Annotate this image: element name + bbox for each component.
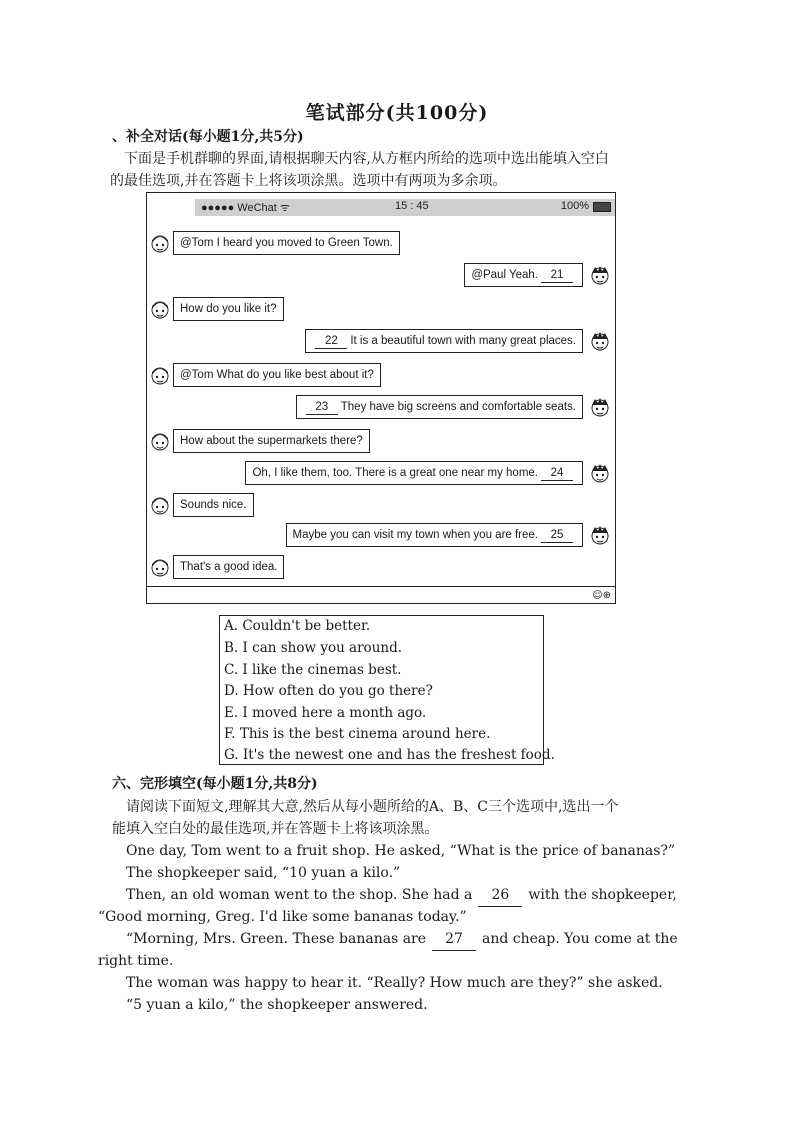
battery-percent: 100% bbox=[560, 200, 589, 212]
passage-line-5a: “Morning, Mrs. Green. These bananas are bbox=[126, 931, 427, 947]
option-g: G. It's the newest one and has the freshest food. bbox=[224, 747, 555, 763]
clock: 15 : 45 bbox=[395, 200, 429, 212]
emoji-plus-icon[interactable]: ☺⊕ bbox=[592, 590, 611, 601]
girl-avatar-icon bbox=[149, 364, 171, 386]
chat-blank-21: 21 bbox=[541, 268, 573, 283]
blank-27: 27 bbox=[432, 928, 476, 951]
passage-line-5b: and cheap. You come at the bbox=[482, 931, 678, 947]
boy-avatar-icon bbox=[589, 264, 611, 286]
chat-message-text: They have big screens and comfortable seats. bbox=[340, 401, 576, 413]
girl-avatar-icon bbox=[149, 556, 171, 578]
chat-message-text: How about the supermarkets there? bbox=[180, 435, 363, 447]
chat-message bbox=[464, 263, 583, 287]
section5-instruction-1: 下面是手机群聊的界面,请根据聊天内容,从方框内所给的选项中选出能填入空白 bbox=[124, 151, 609, 167]
chat-blank-23: 23 bbox=[306, 400, 338, 415]
chat-message bbox=[173, 297, 284, 321]
chat-message-text: @Paul Yeah. bbox=[471, 269, 538, 281]
chat-message bbox=[173, 555, 284, 579]
chat-message-text: How do you like it? bbox=[180, 303, 277, 315]
section5-heading: 、补全对话(每小题1分,共5分) bbox=[112, 129, 304, 145]
chat-message-text: Maybe you can visit my town when you are free. bbox=[292, 529, 538, 541]
boy-avatar-icon bbox=[589, 330, 611, 352]
girl-avatar-icon bbox=[149, 298, 171, 320]
section6-instruction-2: 能填入空白处的最佳选项,并在答题卡上将该项涂黑。 bbox=[112, 821, 439, 837]
option-a: A. Couldn't be better. bbox=[224, 618, 371, 634]
chat-message bbox=[173, 493, 254, 517]
chat-blank-22: 22 bbox=[315, 334, 347, 349]
chat-message bbox=[173, 363, 381, 387]
section5-instruction-2: 的最佳选项,并在答题卡上将该项涂黑。选项中有两项为多余项。 bbox=[110, 173, 507, 189]
passage-line-8: “5 yuan a kilo,” the shopkeeper answered. bbox=[126, 997, 428, 1013]
option-f: F. This is the best cinema around here. bbox=[224, 726, 491, 742]
passage-line-3a: Then, an old woman went to the shop. She had a bbox=[126, 887, 473, 903]
chat-message-text: That's a good idea. bbox=[180, 561, 278, 573]
options-box bbox=[219, 615, 555, 765]
chat-message bbox=[173, 429, 370, 453]
passage-line-7: The woman was happy to hear it. “Really? How much are they?” she asked. bbox=[126, 975, 663, 991]
blank-26: 26 bbox=[478, 884, 522, 907]
option-b: B. I can show you around. bbox=[224, 640, 403, 656]
passage-line-3 bbox=[126, 884, 677, 907]
girl-avatar-icon bbox=[149, 494, 171, 516]
boy-avatar-icon bbox=[589, 396, 611, 418]
chat-message-text: Oh, I like them, too. There is a great one near my home. bbox=[252, 467, 538, 479]
chat-message-text: It is a beautiful town with many great places. bbox=[350, 335, 576, 347]
option-e: E. I moved here a month ago. bbox=[224, 705, 427, 721]
chat-message-text: @Tom I heard you moved to Green Town. bbox=[180, 237, 393, 249]
section6-heading: 六、完形填空(每小题1分,共8分) bbox=[112, 776, 318, 792]
passage-line-1: One day, Tom went to a fruit shop. He asked, “What is the price of bananas?” bbox=[126, 843, 676, 859]
chat-message-text: @Tom What do you like best about it? bbox=[180, 369, 374, 381]
boy-avatar-icon bbox=[589, 524, 611, 546]
chat-message bbox=[245, 461, 583, 485]
passage-line-5 bbox=[126, 928, 678, 951]
input-bar bbox=[147, 586, 615, 587]
chat-message bbox=[296, 395, 583, 419]
passage-line-6: right time. bbox=[98, 953, 174, 969]
battery-icon bbox=[593, 202, 611, 212]
page-title: 笔试部分(共100分) bbox=[305, 102, 489, 124]
option-d: D. How often do you go there? bbox=[224, 683, 433, 699]
passage-line-3b: with the shopkeeper, bbox=[528, 887, 677, 903]
chat-message-text: Sounds nice. bbox=[180, 499, 247, 511]
passage-line-2: The shopkeeper said, “10 yuan a kilo.” bbox=[126, 865, 401, 881]
status-bar bbox=[195, 199, 615, 216]
chat-blank-24: 24 bbox=[541, 466, 573, 481]
section6-instruction-1: 请阅读下面短文,理解其大意,然后从每小题所给的A、B、C三个选项中,选出一个 bbox=[126, 799, 619, 815]
passage-line-4: “Good morning, Greg. I'd like some bananas today.” bbox=[98, 909, 467, 925]
girl-avatar-icon bbox=[149, 430, 171, 452]
chat-message bbox=[286, 523, 583, 547]
boy-avatar-icon bbox=[589, 462, 611, 484]
carrier-label: ●●●●● WeChat ᯤ bbox=[201, 202, 290, 214]
chat-message bbox=[305, 329, 583, 353]
girl-avatar-icon bbox=[149, 232, 171, 254]
chat-window bbox=[146, 192, 616, 604]
chat-blank-25: 25 bbox=[541, 528, 573, 543]
chat-message bbox=[173, 231, 400, 255]
option-c: C. I like the cinemas best. bbox=[224, 662, 402, 678]
